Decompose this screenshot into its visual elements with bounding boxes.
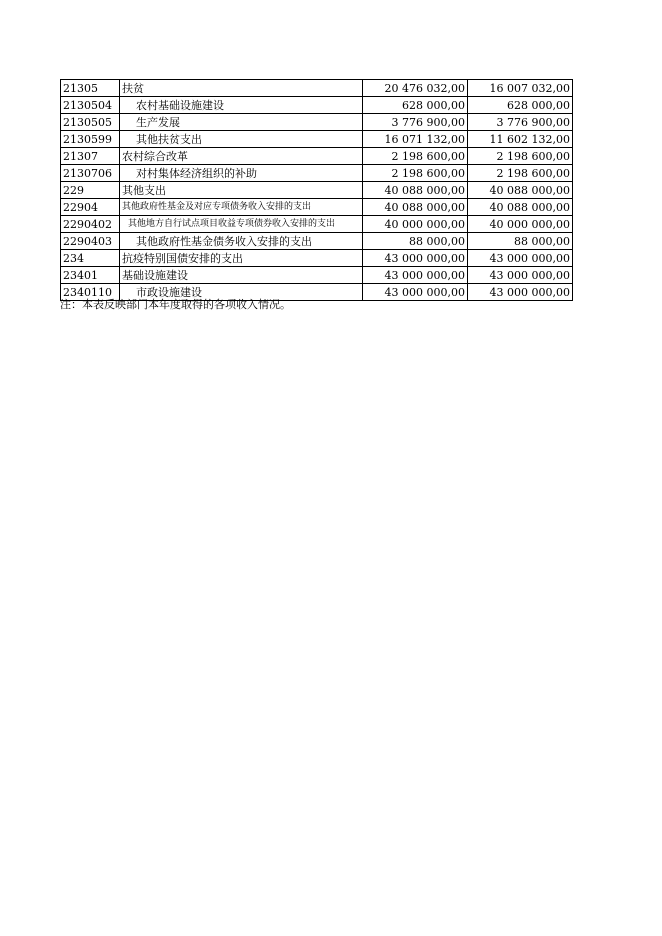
table-row: [61, 182, 573, 199]
row-amount-basic: 88 000,00: [468, 233, 573, 250]
row-amount-total: 20 476 032,00: [363, 80, 468, 97]
table-note: 注：本表反映部门本年度取得的各项收入情况。: [60, 298, 291, 311]
row-name: 其他支出: [120, 182, 363, 199]
row-name: 其他地方自行试点项目收益专项债券收入安排的支出: [120, 216, 363, 233]
row-amount-total: 43 000 000,00: [363, 284, 468, 301]
row-amount-basic: 628 000,00: [468, 97, 573, 114]
row-amount-basic: 43 000 000,00: [468, 250, 573, 267]
row-code: 2290403: [61, 233, 120, 250]
income-table-body: [61, 80, 573, 301]
row-name: 基础设施建设: [120, 267, 363, 284]
table-row: [61, 233, 573, 250]
row-amount-basic: 2 198 600,00: [468, 165, 573, 182]
row-code: 2130505: [61, 114, 120, 131]
row-code: 229: [61, 182, 120, 199]
row-code: 2130599: [61, 131, 120, 148]
row-amount-total: 40 088 000,00: [363, 182, 468, 199]
table-row: [61, 114, 573, 131]
row-amount-basic: 43 000 000,00: [468, 267, 573, 284]
table-row: [61, 267, 573, 284]
table-row: [61, 199, 573, 216]
row-amount-basic: 40 088 000,00: [468, 182, 573, 199]
row-name: 市政设施建设: [120, 284, 363, 301]
row-amount-total: 40 000 000,00: [363, 216, 468, 233]
table-row: [61, 250, 573, 267]
table-row: [61, 148, 573, 165]
row-amount-total: 40 088 000,00: [363, 199, 468, 216]
row-code: 2130706: [61, 165, 120, 182]
row-code: 21305: [61, 80, 120, 97]
row-amount-basic: 43 000 000,00: [468, 284, 573, 301]
row-name: 农村基础设施建设: [120, 97, 363, 114]
row-amount-total: 2 198 600,00: [363, 165, 468, 182]
row-name: 其他政府性基金及对应专项债务收入安排的支出: [120, 199, 363, 216]
row-amount-total: 16 071 132,00: [363, 131, 468, 148]
row-amount-basic: 3 776 900,00: [468, 114, 573, 131]
row-amount-basic: 40 000 000,00: [468, 216, 573, 233]
table-row: [61, 165, 573, 182]
row-code: 23401: [61, 267, 120, 284]
row-name: 生产发展: [120, 114, 363, 131]
row-amount-basic: 2 198 600,00: [468, 148, 573, 165]
row-name: 农村综合改革: [120, 148, 363, 165]
row-amount-total: 88 000,00: [363, 233, 468, 250]
table-row: [61, 131, 573, 148]
row-code: 22904: [61, 199, 120, 216]
table-row: [61, 80, 573, 97]
row-amount-total: 3 776 900,00: [363, 114, 468, 131]
row-name: 抗疫特别国债安排的支出: [120, 250, 363, 267]
row-amount-total: 628 000,00: [363, 97, 468, 114]
row-name: 扶贫: [120, 80, 363, 97]
row-amount-total: 2 198 600,00: [363, 148, 468, 165]
row-code: 2290402: [61, 216, 120, 233]
row-name: 其他政府性基金债务收入安排的支出: [120, 233, 363, 250]
row-amount-total: 43 000 000,00: [363, 250, 468, 267]
row-code: 21307: [61, 148, 120, 165]
row-code: 234: [61, 250, 120, 267]
row-code: 2340110: [61, 284, 120, 301]
row-amount-basic: 40 088 000,00: [468, 199, 573, 216]
row-amount-basic: 11 602 132,00: [468, 131, 573, 148]
income-table: [60, 79, 573, 301]
row-amount-basic: 16 007 032,00: [468, 80, 573, 97]
row-amount-total: 43 000 000,00: [363, 267, 468, 284]
row-name: 对村集体经济组织的补助: [120, 165, 363, 182]
row-name: 其他扶贫支出: [120, 131, 363, 148]
table-row: [61, 216, 573, 233]
row-code: 2130504: [61, 97, 120, 114]
table-row: [61, 97, 573, 114]
